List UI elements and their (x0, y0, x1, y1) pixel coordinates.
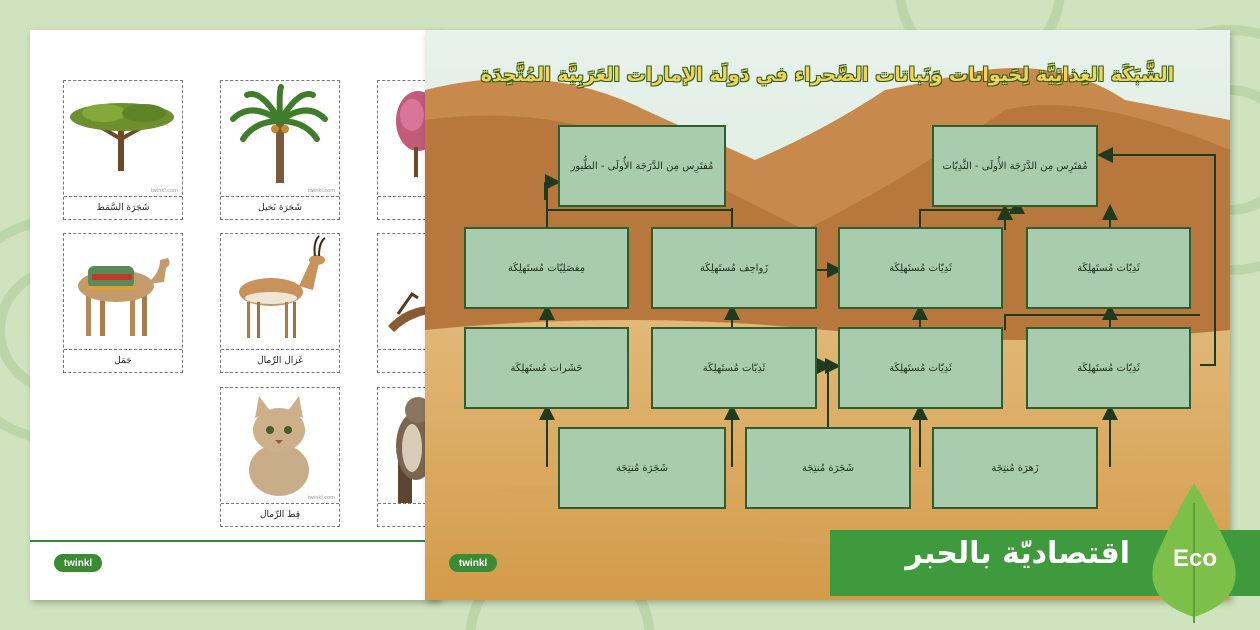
camel-image (64, 234, 182, 349)
card-label: قِط الرِّمال (259, 510, 301, 520)
node-tree-a: شَجَرَة مُنتِجَة (558, 427, 726, 509)
eco-banner-text: اقتصاديّة بالحبر (905, 536, 1130, 571)
node-flower: زَهرَة مُنتِجَة (932, 427, 1098, 509)
watermark: twinkl.com (307, 188, 335, 194)
node-mammals-d: ثَدِيّات مُستَهلِكَة (838, 327, 1003, 409)
palm-tree-image (221, 81, 339, 196)
node-predator-mammals: مُفتَرِس مِن الدَّرَجَة الأُولَى - الثَّدِيّات (932, 125, 1098, 207)
node-arthropods: مِفصَلِيّات مُستَهلِكَة (464, 227, 629, 309)
acacia-tree-image (64, 81, 182, 196)
sand-cat-image (221, 388, 339, 503)
card-acacia (63, 80, 183, 220)
footer-rule (30, 540, 440, 542)
twinkl-logo: twinkl (449, 554, 497, 572)
card-label: جَمَل (114, 356, 132, 366)
gazelle-image (221, 234, 339, 349)
node-tree-b: شَجَرَة مُنتِجَة (745, 427, 911, 509)
food-web-poster (425, 30, 1230, 600)
node-insects: حَشَرات مُستَهلِكَة (464, 327, 629, 409)
poster-title: الشَّبَكَة الغِذائِيَّة لِحَيوانات وَنَباتات الصَّحراء في دَولَة الإمارات العَرَبِيَّة المُتَّحِدَة (480, 64, 1175, 86)
node-mammals-c: ثَدِيّات مُستَهلِكَة (651, 327, 817, 409)
card-label: غَزال الرِّمال (257, 356, 303, 366)
eco-label: Eco (1172, 545, 1217, 572)
card-camel (63, 233, 183, 373)
watermark: twinkl.com (150, 188, 178, 194)
card-label: شَجَرَة نَخيل (258, 203, 302, 213)
card-gazelle (220, 233, 340, 373)
cards-sheet (30, 30, 440, 600)
card-palm (220, 80, 340, 220)
card-sand-cat (220, 387, 340, 527)
card-label: شَجَرَة السَّمَط (96, 203, 150, 213)
node-mammals-a: ثَدِيّات مُستَهلِكَة (838, 227, 1003, 309)
watermark: twinkl.com (307, 495, 335, 501)
node-mammals-e: ثَدِيّات مُستَهلِكَة (1026, 327, 1191, 409)
node-mammals-b: ثَدِيّات مُستَهلِكَة (1026, 227, 1191, 309)
food-web-arrows (425, 30, 1230, 600)
node-predator-birds: مُفتَرِس مِن الدَّرَجَة الأُولَى - الطُّيور (558, 125, 726, 207)
node-reptiles: زَواحِف مُستَهلِكَة (651, 227, 817, 309)
twinkl-logo: twinkl (54, 554, 102, 572)
